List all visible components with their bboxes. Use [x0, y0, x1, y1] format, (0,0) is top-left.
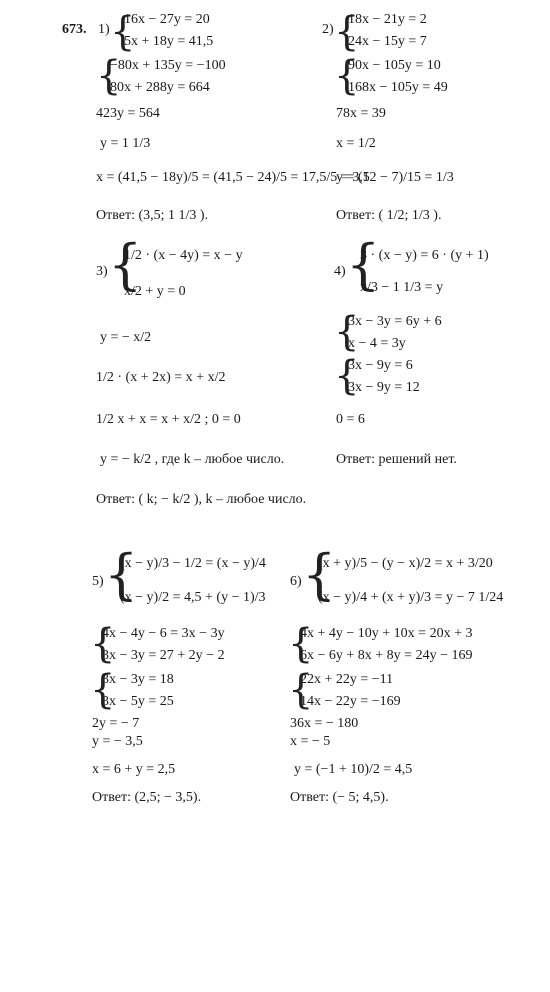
- p6-equation-3: 4x + 4y − 10y + 10x = 20x + 3: [300, 626, 473, 641]
- system-brace: {: [346, 233, 381, 296]
- part-5-label: 5): [92, 574, 104, 589]
- part-4-label: 4): [334, 264, 346, 279]
- p2-equation-3: 90x − 105y = 10: [348, 58, 441, 73]
- p4-equation-3: 3x − 3y = 6y + 6: [348, 314, 442, 329]
- p3-step-1: y = − x/2: [100, 330, 152, 345]
- p2-step-1: 78x = 39: [336, 106, 386, 121]
- p5-equation-1: (x − y)/3 − 1/2 = (x − y)/4: [120, 556, 266, 571]
- p6-step-2: x = − 5: [290, 734, 331, 749]
- p5-equation-3: 4x − 4y − 6 = 3x − 3y: [102, 626, 225, 641]
- p1-answer: Ответ: (3,5; 1 1/3 ).: [96, 208, 209, 223]
- p5-step-1: 2y = − 7: [92, 716, 140, 731]
- p6-step-3: y = (−1 + 10)/2 = 4,5: [294, 762, 413, 777]
- p3-equation-1: 1/2 · (x − 4y) = x − y: [124, 248, 243, 263]
- p1-equation-4: 80x + 288y = 664: [110, 80, 210, 95]
- p2-equation-2: 24x − 15y = 7: [348, 34, 427, 49]
- p5-answer: Ответ: (2,5; − 3,5).: [92, 790, 202, 805]
- p3-step-2: 1/2 · (x + 2x) = x + x/2: [96, 370, 226, 385]
- system-brace: {: [334, 9, 360, 55]
- system-brace: {: [108, 233, 143, 296]
- p4-equation-4: x − 4 = 3y: [348, 336, 406, 351]
- p6-step-1: 36x = − 180: [290, 716, 359, 731]
- p5-equation-5: 3x − 3y = 18: [102, 672, 174, 687]
- system-brace: {: [334, 309, 360, 355]
- system-brace: {: [288, 621, 314, 667]
- p1-equation-2: 5x + 18y = 41,5: [124, 34, 214, 49]
- p1-equation-3: −80x + 135y = −100: [110, 58, 226, 73]
- p4-equation-2: x/3 − 1 1/3 = y: [360, 280, 444, 295]
- p4-equation-5: 3x − 9y = 6: [348, 358, 413, 373]
- system-brace: {: [90, 621, 116, 667]
- problem-number: 673.: [62, 22, 87, 37]
- p4-equation-6: 3x − 9y = 12: [348, 380, 420, 395]
- system-brace: {: [104, 543, 139, 606]
- system-brace: {: [334, 53, 360, 99]
- system-brace: {: [288, 667, 314, 713]
- p2-step-2: x = 1/2: [336, 136, 376, 151]
- p6-equation-2: (x − y)/4 + (x + y)/3 = y − 7 1/24: [318, 590, 504, 605]
- p3-equation-2: x/2 + y = 0: [124, 284, 186, 299]
- p5-equation-2: (x − y)/2 = 4,5 + (y − 1)/3: [120, 590, 266, 605]
- p3-step-4: y = − k/2 , где k – любое число.: [100, 452, 285, 467]
- p3-step-3: 1/2 x + x = x + x/2 ; 0 = 0: [96, 412, 241, 427]
- p6-equation-1: (x + y)/5 − (y − x)/2 = x + 3/20: [318, 556, 493, 571]
- system-brace: {: [90, 667, 116, 713]
- p2-step-3: y = (12 − 7)/15 = 1/3: [336, 170, 454, 185]
- p1-step-3: x = (41,5 − 18y)/5 = (41,5 − 24)/5 = 17,5/5 = 3,5: [96, 170, 370, 185]
- p6-equation-4: 6x − 6y + 8x + 8y = 24y − 169: [300, 648, 473, 663]
- p5-step-3: x = 6 + y = 2,5: [92, 762, 176, 777]
- system-brace: {: [110, 9, 136, 55]
- p1-step-1: 423y = 564: [96, 106, 160, 121]
- p2-equation-4: 168x − 105y = 49: [348, 80, 448, 95]
- p5-step-2: y = − 3,5: [92, 734, 143, 749]
- p1-step-2: y = 1 1/3: [100, 136, 151, 151]
- p5-equation-6: 3x − 5y = 25: [102, 694, 174, 709]
- part-1-label: 1): [98, 22, 110, 37]
- p6-equation-6: 14x − 22y = −169: [300, 694, 401, 709]
- system-brace: {: [334, 353, 360, 399]
- system-brace: {: [96, 53, 122, 99]
- p5-equation-4: 3x − 3y = 27 + 2y − 2: [102, 648, 225, 663]
- p1-equation-1: 16x − 27y = 20: [124, 12, 210, 27]
- part-2-label: 2): [322, 22, 334, 37]
- p6-equation-5: 22x + 22y = −11: [300, 672, 394, 687]
- p4-answer: Ответ: решений нет.: [336, 452, 457, 467]
- p6-answer: Ответ: (− 5; 4,5).: [290, 790, 389, 805]
- p4-step-1: 0 = 6: [336, 412, 365, 427]
- p4-equation-1: 3 · (x − y) = 6 · (y + 1): [360, 248, 489, 263]
- part-3-label: 3): [96, 264, 108, 279]
- p2-equation-1: 18x − 21y = 2: [348, 12, 427, 27]
- system-brace: {: [302, 543, 337, 606]
- p2-answer: Ответ: ( 1/2; 1/3 ).: [336, 208, 442, 223]
- part-6-label: 6): [290, 574, 302, 589]
- p3-answer: Ответ: ( k; − k/2 ), k – любое число.: [96, 492, 307, 507]
